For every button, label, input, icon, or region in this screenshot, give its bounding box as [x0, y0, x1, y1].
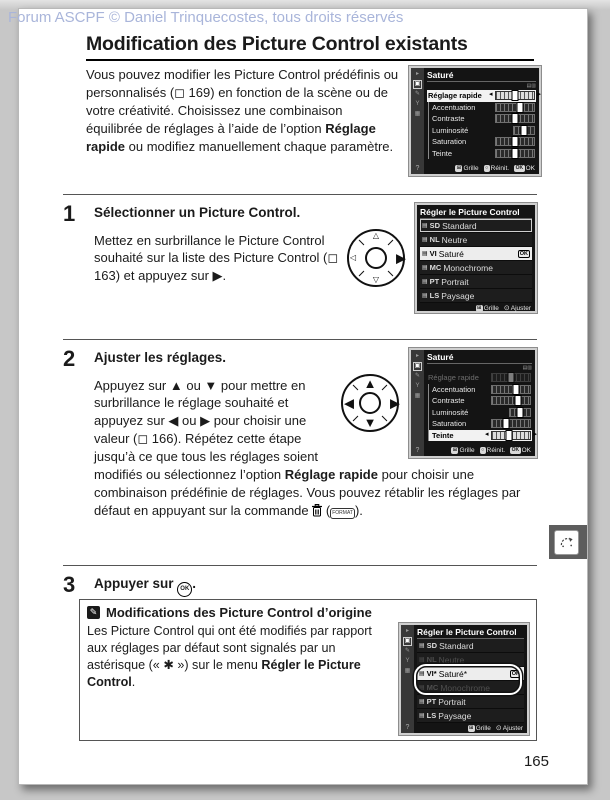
- picture-control-item: [417, 667, 524, 681]
- picture-control-item: [417, 681, 524, 695]
- dpad-dash: [382, 385, 388, 391]
- text-segment: pour choisir une combinaison prédéfinie de réglages. Vous pouvez rétablir les réglages par défaut en appuyant sur la commande: [94, 467, 521, 519]
- screen-sidebar: [411, 350, 424, 456]
- picture-control-code: MC: [426, 683, 439, 692]
- screen-footer-item: [496, 724, 523, 732]
- screen-footer-item: [455, 165, 478, 172]
- picture-control-item: [417, 709, 524, 723]
- help-icon: ?: [405, 724, 410, 731]
- picture-control-icon: ▤: [419, 656, 425, 663]
- picture-control-label: Standard: [442, 220, 477, 231]
- parameter-label: Réglage rapide: [428, 91, 482, 101]
- footer-label: OK: [521, 447, 531, 454]
- arrow-e-icon: ▶: [390, 395, 400, 411]
- step-2: [63, 339, 537, 520]
- slider-knob: [512, 384, 519, 395]
- parameter-row: [428, 113, 536, 125]
- screen-footer-item: [514, 165, 535, 172]
- slider-knob: [512, 148, 519, 159]
- watermark-text: Forum ASCPF © Daniel Trinquecostes, tous droits réservés: [8, 9, 404, 26]
- menu-tab-icon: ▸: [415, 71, 419, 77]
- footer-label: Grille: [459, 447, 475, 454]
- screen-status-icon: ▤▥: [522, 365, 532, 371]
- menu-tab-icon: ▸: [405, 628, 409, 634]
- picture-control-code: LS: [429, 291, 440, 300]
- parameter-row: [428, 395, 532, 407]
- button-badge-icon: ⊙: [503, 305, 510, 312]
- parameter-label: Luminosité: [432, 407, 469, 417]
- menu-tab-icon: ▣: [414, 363, 421, 369]
- parameter-label: Saturation: [432, 419, 467, 429]
- arrow-s-icon: ▼: [363, 415, 377, 430]
- picture-control-code: VI*: [426, 669, 437, 678]
- parameter-rows: [427, 372, 532, 441]
- parameter-slider: [509, 408, 531, 417]
- camera-screen-sature: [409, 66, 541, 176]
- pencil-note-icon: ✎: [87, 606, 100, 619]
- picture-control-item: [417, 653, 524, 667]
- picture-control-item: [420, 261, 532, 275]
- parameter-slider: [513, 126, 535, 135]
- intro-section: [86, 66, 541, 180]
- step-number: 1: [63, 201, 76, 226]
- menu-tab-icon: Y: [405, 658, 410, 664]
- picture-control-icon: ▤: [419, 642, 425, 649]
- picture-control-label: Monochrome: [443, 262, 493, 273]
- button-badge-icon: ○: [485, 165, 489, 171]
- screen-footer-item: [468, 725, 491, 732]
- slider-knob: [514, 395, 521, 406]
- text-segment: Appuyer sur: [94, 576, 178, 591]
- note-header: [87, 605, 529, 620]
- multi-selector-icon: [341, 374, 399, 432]
- footer-label: OK: [525, 165, 535, 172]
- menu-tab-icon: ▦: [414, 111, 421, 117]
- dpad-dash: [353, 385, 359, 391]
- screen-main: [424, 68, 539, 174]
- step1-paragraph: Mettez en surbrillance le Picture Control souhaité sur la liste des Picture Control (◻ 163) et appuyez sur ▶.: [94, 232, 339, 284]
- screen-sidebar: [411, 68, 424, 174]
- parameter-slider: [495, 137, 535, 146]
- menu-tab-icon: ▣: [414, 81, 421, 87]
- picture-control-label: Monochrome: [440, 682, 490, 693]
- menu-tab-icon: Y: [415, 101, 420, 107]
- parameter-slider: [495, 103, 535, 112]
- help-icon: ?: [415, 165, 420, 172]
- step-title: [94, 575, 537, 597]
- button-badge-icon: ○: [481, 447, 485, 453]
- parameter-row: [427, 372, 532, 384]
- screen-footer: [420, 303, 532, 312]
- footer-label: Réinit.: [490, 165, 510, 172]
- screen-footer: [427, 164, 536, 172]
- parameter-slider: [495, 91, 535, 100]
- parameter-slider: [491, 396, 531, 405]
- bold-menu-name: Régler le Picture Control: [87, 658, 361, 690]
- picture-control-code: NL: [426, 655, 437, 664]
- picture-control-icon: ▤: [422, 222, 428, 229]
- parameter-slider: [495, 149, 535, 158]
- picture-control-item: [420, 289, 532, 303]
- menu-tab-icon: ▸: [415, 353, 419, 359]
- slider-knob: [506, 430, 513, 441]
- screen-footer-item: [451, 447, 474, 454]
- dial-icon: [554, 530, 579, 555]
- picture-control-rows: [417, 639, 524, 723]
- parameter-label: Saturation: [432, 137, 467, 147]
- parameter-label: Accentuation: [432, 384, 476, 394]
- help-icon: ?: [415, 447, 420, 454]
- screen-title: Saturé: [427, 70, 536, 82]
- button-badge-icon: ⊞: [456, 165, 461, 171]
- parameter-label: Contraste: [432, 396, 465, 406]
- parameter-row: [428, 136, 536, 148]
- page-number: 165: [523, 753, 549, 770]
- picture-control-icon: ▤: [419, 670, 425, 677]
- screen-footer-item: [476, 305, 499, 312]
- screen-main: [414, 625, 527, 733]
- slider-knob: [521, 125, 528, 136]
- manual-page: [18, 8, 588, 785]
- button-badge-icon: ⊞: [469, 724, 474, 731]
- parameter-row: [428, 384, 532, 396]
- bold-option-name: Réglage rapide: [86, 120, 376, 154]
- text-segment: ou modifiez manuellement chaque paramètre.: [125, 138, 394, 154]
- picture-control-icon: ▤: [422, 278, 428, 285]
- camera-screen-picture-control-list-asterisk: [399, 623, 529, 735]
- arrow-n-icon: ▲: [363, 376, 377, 391]
- picture-control-label: Standard: [439, 640, 474, 651]
- picture-control-item: [420, 233, 532, 247]
- picture-control-rows: [420, 219, 532, 303]
- section-margin-tab: [549, 525, 587, 559]
- ok-badge: OK: [519, 250, 528, 257]
- parameter-row: [428, 430, 532, 442]
- parameter-label: Contraste: [432, 114, 465, 124]
- ok-badge: OK: [511, 670, 520, 677]
- screen-footer-item: [504, 304, 531, 312]
- screen-footer-item: [510, 447, 531, 454]
- camera-screen-picture-control-list: [415, 203, 537, 313]
- dpad-dash: [353, 416, 359, 422]
- camera-screen-sature-adjust: [409, 348, 537, 458]
- picture-control-code: SD: [426, 641, 438, 650]
- button-badge-icon: OK: [511, 447, 520, 453]
- screen-footer: [417, 723, 524, 732]
- step2-figure: [341, 348, 537, 458]
- screen-footer-item: [484, 165, 509, 172]
- dpad-dash: [359, 271, 365, 277]
- arrow-e-icon: ▶: [396, 250, 406, 266]
- parameter-slider: [491, 373, 531, 382]
- button-badge-icon: ⊞: [452, 447, 457, 453]
- slider-knob: [508, 372, 515, 383]
- picture-control-label: Neutre: [441, 234, 468, 245]
- step-1: [63, 194, 537, 317]
- screen-footer: [427, 446, 532, 454]
- dpad-dash: [388, 271, 394, 277]
- menu-tab-icon: Y: [415, 383, 420, 389]
- parameter-slider: [491, 385, 531, 394]
- picture-control-item: [417, 695, 524, 709]
- text-segment: Vous pouvez modifier les Picture Control prédéfinis ou personnalisés (◻ 169) en fonction de la scène ou de votre créativité. Choisissez une combinaison équilibrée de réglages à l’aide de l’option: [86, 67, 399, 136]
- menu-tab-icon: ✎: [414, 91, 421, 97]
- arrow-s-icon: ▽: [372, 275, 380, 284]
- text-segment: ).: [354, 503, 363, 519]
- parameter-slider: [491, 431, 531, 440]
- ok-button-icon: OK: [177, 582, 192, 597]
- parameter-row: [427, 90, 536, 102]
- screen-main: [417, 205, 535, 311]
- screen-title: Régler le Picture Control: [417, 627, 524, 639]
- parameter-slider: [491, 419, 531, 428]
- picture-control-label: Paysage: [438, 710, 472, 721]
- parameter-row: [428, 418, 532, 430]
- menu-tab-icon: ✎: [414, 373, 421, 379]
- picture-control-label: Neutre: [438, 654, 465, 665]
- step-number: 3: [63, 572, 76, 597]
- footer-label: Grille: [483, 304, 499, 312]
- arrow-w-icon: ◀: [344, 395, 354, 411]
- text-segment: Les Picture Control qui ont été modifiés par rapport aux réglages par défaut sont signalés par un astérisque (« ✱ ») sur le menu: [87, 624, 372, 673]
- page-title: Modification des Picture Control existants: [86, 33, 534, 61]
- step-number: 2: [63, 346, 76, 371]
- parameter-label: Luminosité: [432, 125, 469, 135]
- button-badge-icon: OK: [515, 165, 524, 171]
- step-title: Ajuster les réglages.: [94, 350, 227, 365]
- format-button-badge: FORMAT: [330, 508, 355, 519]
- parameter-slider: [495, 114, 535, 123]
- note-box: [79, 599, 537, 741]
- picture-control-code: VI: [429, 249, 437, 258]
- picture-control-label: Saturé*: [438, 668, 468, 679]
- parameter-label: Réglage rapide: [428, 373, 479, 383]
- step1-figure: [347, 203, 537, 313]
- menu-tab-icon: ▦: [414, 393, 421, 399]
- slider-knob: [512, 90, 519, 101]
- note-figure: [399, 623, 529, 735]
- parameter-label: Teinte: [432, 148, 453, 158]
- screen-sidebar: [401, 625, 414, 733]
- parameter-row: [428, 407, 532, 419]
- picture-control-item: [420, 219, 532, 233]
- footer-label: Ajuster: [502, 724, 523, 732]
- text-segment: (: [322, 503, 331, 519]
- parameter-row: [428, 125, 536, 137]
- menu-tab-icon: ✎: [404, 648, 411, 654]
- screen-title: Saturé: [427, 352, 532, 364]
- footer-label: Grille: [475, 724, 491, 732]
- picture-control-code: LS: [426, 711, 437, 720]
- footer-label: Ajuster: [510, 304, 531, 312]
- slider-knob: [512, 136, 519, 147]
- button-badge-icon: ⊙: [495, 725, 502, 732]
- parameter-label: Teinte: [432, 430, 454, 440]
- text-segment: .: [192, 576, 197, 591]
- slider-knob: [516, 102, 523, 113]
- picture-control-icon: ▤: [422, 292, 428, 299]
- text-segment: .: [131, 675, 136, 690]
- picture-control-code: NL: [429, 235, 440, 244]
- picture-control-label: Paysage: [441, 290, 475, 301]
- dpad-dash: [359, 240, 365, 246]
- footer-label: Grille: [463, 165, 479, 172]
- picture-control-label: Portrait: [441, 276, 469, 287]
- parameter-row: [428, 102, 536, 114]
- note-title: Modifications des Picture Control d’origine: [106, 605, 372, 620]
- picture-control-label: Portrait: [438, 696, 466, 707]
- arrow-n-icon: △: [372, 231, 380, 240]
- picture-control-code: PT: [429, 277, 440, 286]
- screen-main: [424, 350, 535, 456]
- dpad-dash: [388, 240, 394, 246]
- picture-control-item: [417, 639, 524, 653]
- arrow-w-icon: ◁: [350, 253, 357, 262]
- picture-control-icon: ▤: [419, 712, 425, 719]
- menu-tab-icon: ▣: [404, 638, 411, 644]
- footer-label: Réinit.: [486, 447, 506, 454]
- picture-control-icon: ▤: [419, 684, 425, 691]
- picture-control-code: SD: [429, 221, 441, 230]
- picture-control-code: PT: [426, 697, 437, 706]
- menu-tab-icon: ▦: [404, 668, 411, 674]
- step-3: [63, 565, 537, 597]
- screen-title: Régler le Picture Control: [420, 207, 532, 219]
- slider-knob: [512, 113, 519, 124]
- text-segment: Appuyez sur ▲ ou ▼ pour mettre en surbrillance le réglage souhaité et appuyez sur ◀ ou ▶ pour choisir une valeur (◻ 166). Répétez cette étape jusqu’à ce que tous les réglages soient modifiés ou sélectionnez l’option: [94, 377, 319, 483]
- bold-option-name: Réglage rapide: [284, 467, 378, 483]
- step-title: Sélectionner un Picture Control.: [94, 205, 301, 220]
- picture-control-item: [420, 275, 532, 289]
- dpad-dash: [382, 416, 388, 422]
- picture-control-item: [420, 247, 532, 261]
- parameter-label: Accentuation: [432, 102, 476, 112]
- intro-figure: [409, 66, 541, 176]
- slider-knob: [503, 418, 510, 429]
- slider-knob: [517, 407, 524, 418]
- parameter-rows: [427, 90, 536, 159]
- trash-icon: [312, 504, 322, 517]
- screen-footer-item: [480, 447, 505, 454]
- button-badge-icon: ⊞: [477, 304, 482, 311]
- multi-selector-icon: [347, 229, 405, 287]
- picture-control-icon: ▤: [422, 236, 428, 243]
- picture-control-icon: ▤: [422, 250, 428, 257]
- picture-control-code: MC: [429, 263, 442, 272]
- parameter-row: [428, 148, 536, 160]
- screen-status-icon: ▤▥: [526, 83, 536, 89]
- picture-control-icon: ▤: [419, 698, 425, 705]
- picture-control-label: Saturé: [438, 248, 464, 259]
- picture-control-icon: ▤: [422, 264, 428, 271]
